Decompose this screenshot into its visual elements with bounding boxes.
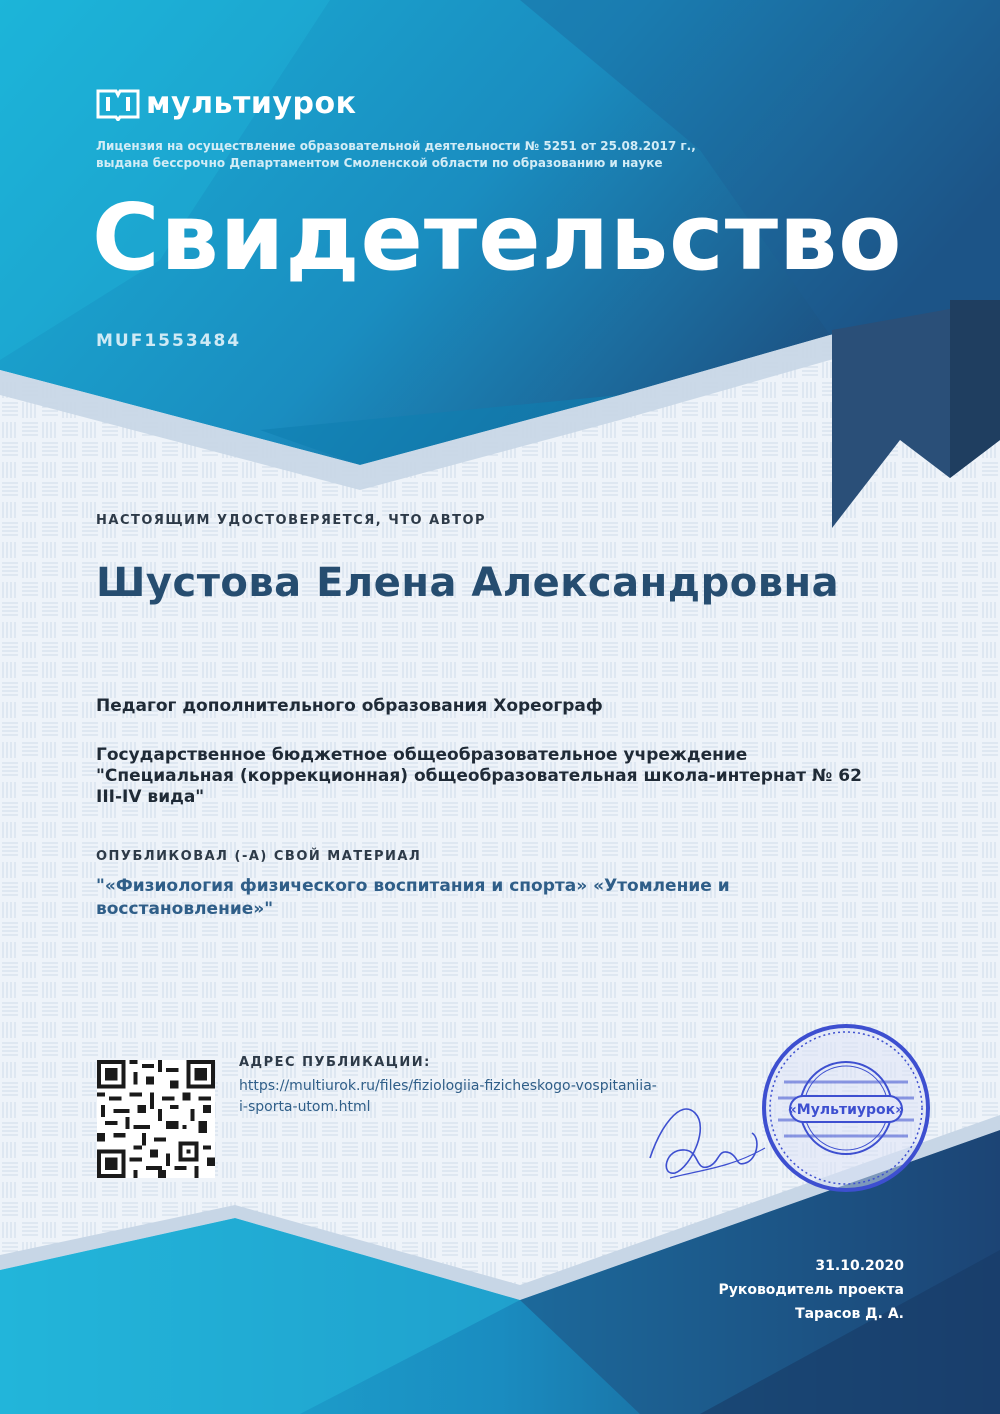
license-line-1: Лицензия на осуществление образовательной деятельности № 5251 от 25.08.2017 г., — [96, 139, 696, 153]
brand-logo — [96, 86, 356, 121]
seal-center-text: «Мультиурок» — [787, 1102, 905, 1118]
signer-name: Тарасов Д. А. — [795, 1306, 904, 1322]
book-icon — [96, 87, 140, 121]
publication-url-link[interactable]: https://multiurok.ru/files/fiziologiia-fizicheskogo-vospitaniia-i-sporta-utom.html — [239, 1078, 657, 1115]
publication-address-label: АДРЕС ПУБЛИКАЦИИ: — [239, 1055, 431, 1070]
license-text — [96, 138, 736, 172]
author-position: Педагог дополнительного образования Хореограф — [96, 696, 603, 716]
signature — [640, 1088, 770, 1188]
author-institution: Государственное бюджетное общеобразовательное учреждение "Специальная (коррекционная) общеобразовательная школа-интернат № 62 III-IV вида" — [96, 745, 862, 807]
issue-date: 31.10.2020 — [815, 1258, 904, 1274]
seal-stamp — [760, 1022, 932, 1194]
certificate-title: Свидетельство — [92, 184, 903, 291]
certificate-id: MUF1553484 — [96, 331, 242, 351]
license-line-2: выдана бессрочно Департаментом Смоленской области по образованию и науке — [96, 156, 663, 170]
signer-role: Руководитель проекта — [718, 1282, 904, 1298]
certify-text: НАСТОЯЩИМ УДОСТОВЕРЯЕТСЯ, ЧТО АВТОР — [96, 513, 487, 528]
author-name: Шустова Елена Александровна — [96, 560, 840, 606]
material-title: "«Физиология физического воспитания и спорта» «Утомление и восстановление»" — [96, 876, 730, 919]
brand-name: мультиурок — [146, 86, 357, 121]
published-label: ОПУБЛИКОВАЛ (-А) СВОЙ МАТЕРИАЛ — [96, 849, 422, 864]
qr-code-icon — [97, 1060, 215, 1178]
